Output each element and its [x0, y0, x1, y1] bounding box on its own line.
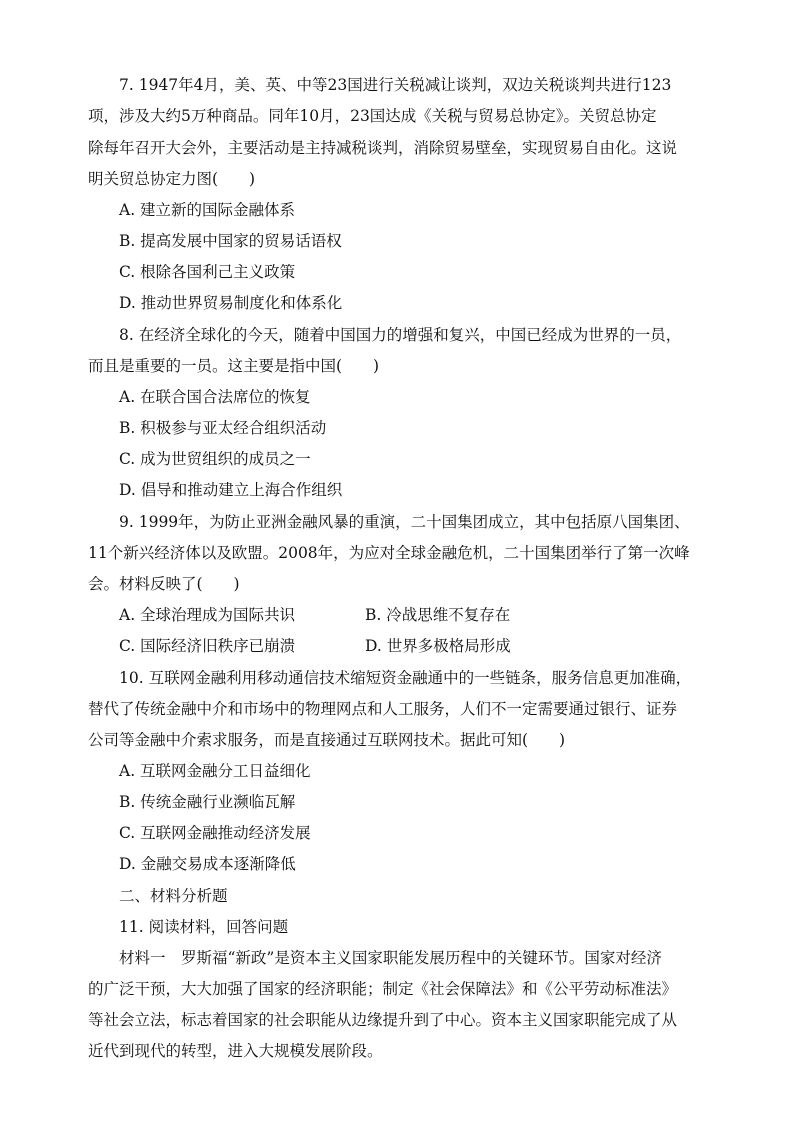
q9-option-a: A. 全球治理成为国际共识: [119, 606, 296, 624]
q7-line-4: 明关贸总协定力图( ): [88, 170, 256, 188]
q7-option-c: C. 根除各国利己主义政策: [119, 263, 296, 281]
q10-option-a: A. 互联网金融分工日益细化: [119, 762, 311, 780]
q9-line-2: 11个新兴经济体以及欧盟。2008年，为应对全球金融危机，二十国集团举行了第一次峰: [88, 544, 690, 562]
q8-option-c: C. 成为世贸组织的成员之一: [119, 450, 311, 468]
q9-option-c: C. 国际经济旧秩序已崩溃: [119, 637, 296, 655]
q7-option-b: B. 提高发展中国家的贸易话语权: [119, 232, 342, 250]
q9-option-d: D. 世界多极格局形成: [365, 637, 511, 655]
q8-line-1: 8. 在经济全球化的今天，随着中国国力的增强和复兴，中国已经成为世界的一员，: [119, 326, 682, 344]
q9-line-1: 9. 1999年，为防止亚洲金融风暴的重演，二十国集团成立，其中包括原八国集团、: [119, 513, 690, 531]
material1-line-2: 的广泛干预，大大加强了国家的经济职能；制定《社会保障法》和《公平劳动标准法》: [88, 980, 678, 998]
q11-title: 11. 阅读材料，回答问题: [119, 918, 289, 936]
q8-option-b: B. 积极参与亚太经合组织活动: [119, 419, 327, 437]
q9-line-3: 会。材料反映了( ): [88, 575, 240, 593]
q7-option-a: A. 建立新的国际金融体系: [119, 201, 296, 219]
material1-line-1: 材料一 罗斯福“新政”是资本主义国家职能发展历程中的关键环节。国家对经济: [119, 949, 662, 967]
material1-line-4: 近代到现代的转型，进入大规模发展阶段。: [88, 1042, 383, 1060]
q10-option-b: B. 传统金融行业濒临瓦解: [119, 793, 296, 811]
q7-line-2: 项，涉及大约5万种商品。同年10月，23国达成《关税与贸易总协定》。关贸总协定: [88, 107, 657, 125]
q10-line-1: 10. 互联网金融利用移动通信技术缩短资金融通中的一些链条，服务信息更加准确，: [119, 669, 692, 687]
q10-option-c: C. 互联网金融推动经济发展: [119, 824, 311, 842]
section-heading: 二、材料分析题: [119, 887, 228, 905]
q7-line-3: 除每年召开大会外，主要活动是主持减税谈判，消除贸易壁垒，实现贸易自由化。这说: [88, 139, 678, 157]
q8-option-a: A. 在联合国合法席位的恢复: [119, 388, 311, 406]
q9-option-b: B. 冷战思维不复存在: [365, 606, 511, 624]
q7-option-d: D. 推动世界贸易制度化和体系化: [119, 294, 343, 312]
material1-line-3: 等社会立法，标志着国家的社会职能从边缘提升到了中心。资本主义国家职能完成了从: [88, 1011, 678, 1029]
q7-line-1: 7. 1947年4月，美、英、中等23国进行关税减让谈判，双边关税谈判共进行123: [119, 76, 672, 94]
q10-option-d: D. 金融交易成本逐渐降低: [119, 855, 296, 873]
q10-line-2: 替代了传统金融中介和市场中的物理网点和人工服务，人们不一定需要通过银行、证券: [88, 700, 678, 718]
q10-line-3: 公司等金融中介索求服务，而是直接通过互联网技术。据此可知( ): [88, 731, 566, 749]
q8-line-2: 而且是重要的一员。这主要是指中国( ): [88, 357, 380, 375]
q8-option-d: D. 倡导和推动建立上海合作组织: [119, 481, 343, 499]
